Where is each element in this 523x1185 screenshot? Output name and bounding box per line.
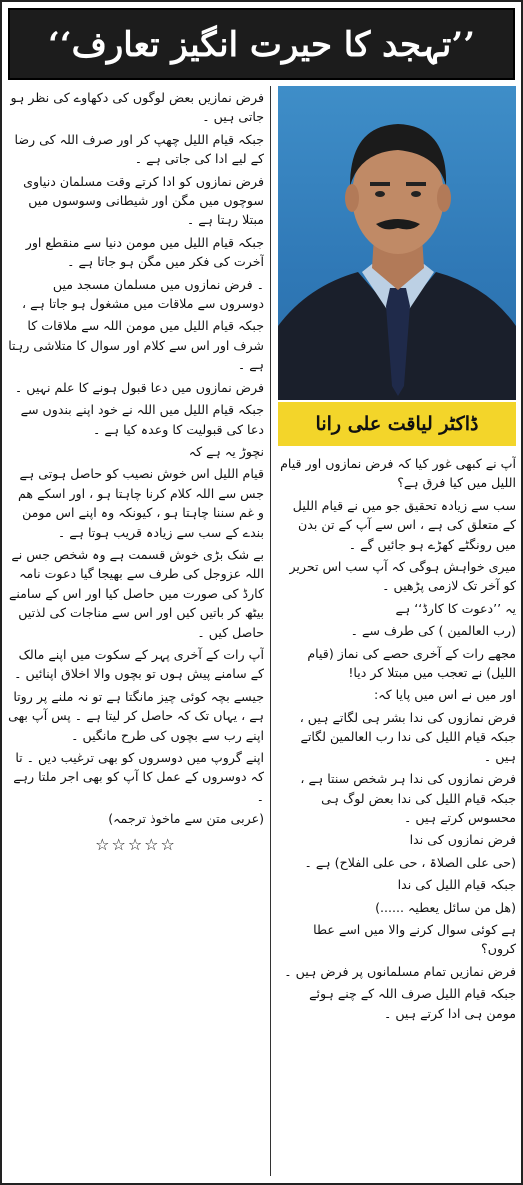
paragraph: سب سے زیادہ تحقیق جو میں نے قیام اللیل کے متعلق کی ہے ، اس سے آپ کے تن بدن میں رونگٹے کھڑے ہو جائیں گے ۔ bbox=[292, 497, 516, 552]
paragraph: آپ رات کے آخری پہر کے سکوت میں اپنے مالک کے سامنے پیش ہوں تو بچوں والا اخلاق اپنائیں ۔ bbox=[14, 646, 264, 682]
paragraph: فرض نمازیں بعض لوگوں کی دکھاوے کی نظر ہو جاتی ہیں ۔ bbox=[10, 90, 264, 125]
left-column bbox=[8, 88, 264, 1180]
paragraph: جبکہ قیام اللیل صرف اللہ کے چنے ہوئے مومن ہی ادا کرتے ہیں ۔ bbox=[309, 986, 516, 1021]
paragraph: (حی علی الصلاۃ ، حی علی الفلاح) ہے ۔ bbox=[304, 854, 516, 870]
paragraph: جبکہ قیام اللیل میں مومن دنیا سے منقطع اور آخرت کی فکر میں مگن ہو جاتا ہے ۔ bbox=[25, 234, 264, 270]
headline-banner bbox=[8, 8, 515, 80]
paragraph: فرض نمازوں کی ندا بشر ہی لگاتے ہیں ، جبکہ قیام اللیل کی ندا رب العالمین لگاتے ہیں ۔ bbox=[299, 709, 516, 764]
paragraph: قیام اللیل اس خوش نصیب کو حاصل ہوتی ہے جس سے اللہ کلام کرنا چاہتا ہو ، اور اسکے ھم و غم سننا چاہتا ہو ، کیونکہ وہ اپنے اس مومن بندے کے سب سے زیادہ قریب ہوتا ہے ۔ bbox=[18, 466, 264, 540]
column-divider bbox=[270, 86, 271, 1176]
author-caption bbox=[278, 402, 516, 446]
source-note: (عربی متن سے ماخوذ ترجمہ) bbox=[108, 811, 264, 827]
author-name: ڈاکٹر لیاقت علی رانا bbox=[315, 413, 479, 435]
right-column bbox=[278, 454, 516, 1180]
paragraph: یہ ’’دعوت کا کارڈ‘‘ ہے bbox=[395, 600, 516, 616]
paragraph: فرض نمازوں کی ندا ہر شخص سنتا ہے ، جبکہ قیام اللیل کی ندا بعض لوگ ہی محسوس کرتے ہیں ۔ bbox=[300, 771, 516, 825]
paragraph: (رب العالمین ) کی طرف سے ۔ bbox=[350, 623, 516, 639]
paragraph: جیسے بچہ کوئی چیز مانگتا ہے تو نہ ملنے پر روتا ہے ، یہاں تک کہ حاصل کر لیتا ہے ۔ پس آپ بھی اپنے رب سے بچوں کی طرح مانگیں ۔ bbox=[8, 688, 264, 743]
paragraph: (ھل من سائل یعطیہ ......) bbox=[375, 899, 516, 915]
paragraph: مجھے رات کے آخری حصے کی نماز (قیام اللیل) نے تعجب میں مبتلا کر دیا! bbox=[307, 645, 516, 681]
headline: ’’تہجد کا حیرت انگیز تعارف‘‘ bbox=[47, 24, 476, 65]
paragraph: جبکہ قیام اللیل میں اللہ نے خود اپنے بندوں سے دعا کی قبولیت کا وعدہ کیا ہے ۔ bbox=[20, 402, 264, 437]
paragraph: بے شک بڑی خوش قسمت ہے وہ شخص جس نے اللہ عزوجل کی طرف سے بھیجا گیا دعوت نامہ کارڈ کی صورت میں حاصل کیا اور اس کے سامنے بیٹھ کر باتیں کیں اور اس سے مناجات کی لذتیں حاصل کیں ۔ bbox=[8, 546, 264, 640]
paragraph: اپنے گروپ میں دوسروں کو بھی ترغیب دیں ۔ تا کہ دوسروں کے عمل کا آپ کو بھی اجر ملتا رہے ۔ bbox=[13, 750, 264, 804]
paragraph: نچوڑ یہ ہے کہ bbox=[188, 443, 264, 459]
author-portrait-illustration bbox=[278, 86, 516, 400]
paragraph: جبکہ قیام اللیل چھپ کر اور صرف اللہ کی رضا کے لیے ادا کی جاتی ہے ۔ bbox=[14, 131, 264, 167]
paragraph: فرض نمازیں تمام مسلمانوں پر فرض ہیں ۔ bbox=[284, 963, 516, 979]
paragraph: جبکہ قیام اللیل میں مومن اللہ سے ملاقات کا شرف اور اس سے کلام اور سوال کا متلاشی رہتا ہے ۔ bbox=[8, 318, 264, 373]
star-rating-decoration: ☆☆☆☆☆ bbox=[95, 834, 177, 854]
paragraph: اور میں نے اس میں پایا کہ: bbox=[373, 687, 516, 703]
paragraph: جبکہ قیام اللیل کی ندا bbox=[397, 877, 516, 893]
paragraph: آپ نے کبھی غور کیا کہ فرض نمازوں اور قیام اللیل میں کیا فرق ہے؟ bbox=[280, 456, 516, 491]
paragraph: ہے کوئی سوال کرنے والا میں اسے عطا کروں؟ bbox=[313, 921, 516, 957]
paragraph: فرض نمازوں کو ادا کرتے وقت مسلمان دنیاوی سوچوں میں مگن اور شیطانی وسوسوں میں مبتلا رہتا ہے ۔ bbox=[23, 173, 264, 228]
paragraph: فرض نمازوں کی ندا bbox=[409, 832, 516, 848]
paragraph: فرض نمازوں میں دعا قبول ہونے کا علم نہیں ۔ bbox=[14, 379, 264, 395]
paragraph: ۔ فرض نمازوں میں مسلمان مسجد میں دوسروں سے ملاقات میں مشغول ہو جاتا ہے ، bbox=[22, 276, 264, 312]
paragraph: میری خواہش ہوگی کہ آپ سب اس تحریر کو آخر تک لازمی پڑھیں ۔ bbox=[289, 559, 516, 594]
author-photo bbox=[278, 86, 516, 400]
